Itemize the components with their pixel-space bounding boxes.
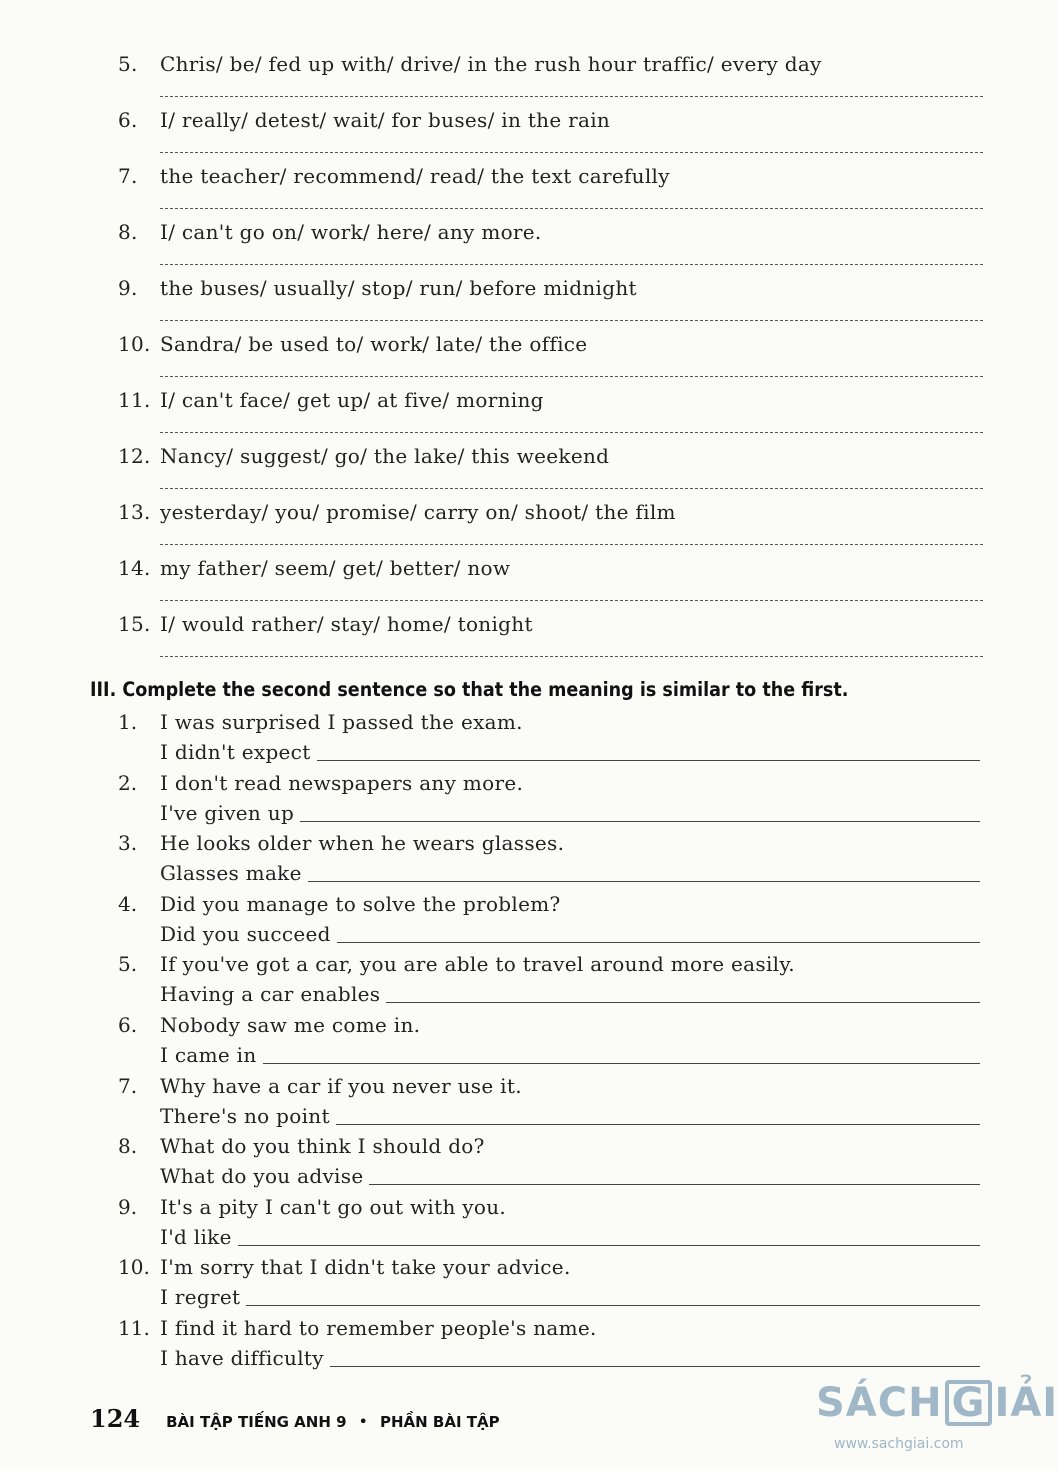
answer-line[interactable] xyxy=(246,1287,980,1306)
item-number: 6. xyxy=(118,1012,138,1037)
rewrite-item xyxy=(118,1131,980,1192)
rewrite-item xyxy=(118,1252,980,1313)
answer-line[interactable] xyxy=(160,264,983,265)
answer-line[interactable] xyxy=(160,488,983,489)
rewrite-item xyxy=(118,949,980,1010)
exercise-item xyxy=(118,380,983,436)
answer-line[interactable] xyxy=(160,152,983,153)
item-number: 9. xyxy=(118,276,138,300)
original-sentence: Did you manage to solve the problem? xyxy=(160,891,561,916)
section-2-list xyxy=(118,44,983,660)
section-label: PHẦN BÀI TẬP xyxy=(379,1413,500,1431)
item-number: 6. xyxy=(118,108,138,132)
answer-line[interactable] xyxy=(330,1348,980,1367)
original-sentence: I don't read newspapers any more. xyxy=(160,770,524,795)
rewrite-item xyxy=(118,707,980,768)
original-sentence: I find it hard to remember people's name. xyxy=(160,1315,597,1340)
answer-row xyxy=(160,861,980,885)
item-prompt: the buses/ usually/ stop/ run/ before midnight xyxy=(160,276,637,300)
original-sentence: If you've got a car, you are able to travel around more easily. xyxy=(160,952,795,977)
item-number: 11. xyxy=(118,1315,150,1340)
item-prompt: I/ really/ detest/ wait/ for buses/ in the rain xyxy=(160,108,611,132)
exercise-item xyxy=(118,156,983,212)
item-number: 9. xyxy=(118,1194,138,1219)
answer-row xyxy=(160,1285,980,1309)
original-sentence: It's a pity I can't go out with you. xyxy=(160,1194,507,1219)
answer-line[interactable] xyxy=(336,1106,980,1125)
rewrite-item xyxy=(118,889,980,950)
answer-line[interactable] xyxy=(160,432,983,433)
watermark-url: www.sachgiai.com xyxy=(834,1436,964,1452)
sentence-stem: I didn't expect xyxy=(160,740,311,764)
item-number: 2. xyxy=(118,770,138,795)
watermark-logo xyxy=(816,1380,1058,1426)
item-prompt: Nancy/ suggest/ go/ the lake/ this weekend xyxy=(160,444,610,468)
sentence-stem: Glasses make xyxy=(160,861,302,886)
watermark-brand-right: IẢI xyxy=(994,1380,1058,1426)
page-footer xyxy=(90,1404,500,1433)
rewrite-item xyxy=(118,1010,980,1071)
sentence-stem: Did you succeed xyxy=(160,921,331,946)
exercise-item xyxy=(118,268,983,324)
rewrite-item xyxy=(118,768,980,829)
rewrite-item xyxy=(118,1313,980,1374)
section-3-list xyxy=(118,707,980,1374)
answer-row xyxy=(160,1225,980,1249)
item-number: 14. xyxy=(118,556,151,580)
exercise-item xyxy=(118,548,983,604)
item-prompt: my father/ seem/ get/ better/ now xyxy=(160,556,511,580)
item-prompt: I/ can't go on/ work/ here/ any more. xyxy=(160,220,542,244)
item-prompt: I/ would rather/ stay/ home/ tonight xyxy=(160,612,533,636)
item-prompt: Chris/ be/ fed up with/ drive/ in the rush hour traffic/ every day xyxy=(160,52,822,76)
item-number: 8. xyxy=(118,220,138,244)
answer-row xyxy=(160,1043,980,1067)
exercise-item xyxy=(118,100,983,156)
original-sentence: What do you think I should do? xyxy=(160,1134,485,1159)
exercise-item xyxy=(118,492,983,548)
item-number: 7. xyxy=(118,1073,138,1098)
answer-row xyxy=(160,982,980,1006)
answer-line[interactable] xyxy=(160,656,983,657)
sentence-stem: What do you advise xyxy=(160,1164,364,1189)
answer-row xyxy=(160,801,980,825)
answer-line[interactable] xyxy=(160,600,983,601)
item-number: 7. xyxy=(118,164,138,188)
sentence-stem: There's no point xyxy=(160,1103,330,1128)
sentence-stem: I regret xyxy=(160,1285,241,1310)
item-number: 4. xyxy=(118,891,138,916)
answer-line[interactable] xyxy=(308,863,980,882)
exercise-item xyxy=(118,436,983,492)
answer-row xyxy=(160,922,980,946)
item-number: 11. xyxy=(118,388,151,412)
exercise-item xyxy=(118,604,983,660)
original-sentence: I'm sorry that I didn't take your advice. xyxy=(160,1255,571,1280)
answer-line[interactable] xyxy=(369,1166,980,1185)
section-3-heading: III. Complete the second sentence so that the meaning is similar to the first. xyxy=(90,678,849,701)
answer-line[interactable] xyxy=(160,376,983,377)
answer-row xyxy=(160,1164,980,1188)
answer-line[interactable] xyxy=(160,544,983,545)
answer-line[interactable] xyxy=(337,924,980,943)
item-prompt: I/ can't face/ get up/ at five/ morning xyxy=(160,388,544,412)
watermark xyxy=(816,1380,1058,1460)
sentence-stem: I'd like xyxy=(160,1224,232,1249)
item-number: 13. xyxy=(118,500,151,524)
page-number: 124 xyxy=(90,1404,141,1433)
original-sentence: I was surprised I passed the exam. xyxy=(160,710,523,734)
answer-line[interactable] xyxy=(238,1227,980,1246)
answer-line[interactable] xyxy=(160,320,983,321)
item-number: 10. xyxy=(118,332,151,356)
bullet-separator: • xyxy=(358,1412,368,1431)
answer-row xyxy=(160,1104,980,1128)
rewrite-item xyxy=(118,1192,980,1253)
answer-row xyxy=(160,1346,980,1370)
item-number: 8. xyxy=(118,1134,138,1159)
exercise-item xyxy=(118,212,983,268)
sentence-stem: I have difficulty xyxy=(160,1345,324,1370)
original-sentence: Why have a car if you never use it. xyxy=(160,1073,522,1098)
item-prompt: the teacher/ recommend/ read/ the text carefully xyxy=(160,164,670,188)
sentence-stem: I came in xyxy=(160,1042,257,1067)
item-number: 3. xyxy=(118,831,138,856)
exercise-item xyxy=(118,324,983,380)
answer-line[interactable] xyxy=(300,803,980,822)
sentence-stem: I've given up xyxy=(160,800,295,825)
item-prompt: yesterday/ you/ promise/ carry on/ shoot/ the film xyxy=(160,500,676,524)
exercise-item xyxy=(118,44,983,100)
original-sentence: Nobody saw me come in. xyxy=(160,1012,421,1037)
item-number: 12. xyxy=(118,444,151,468)
item-number: 10. xyxy=(118,1255,150,1280)
sentence-stem: Having a car enables xyxy=(160,982,381,1007)
answer-line[interactable] xyxy=(160,208,983,209)
answer-line[interactable] xyxy=(317,742,980,761)
answer-line[interactable] xyxy=(263,1045,980,1064)
item-number: 1. xyxy=(118,710,138,734)
watermark-brand-box: G xyxy=(945,1380,993,1426)
original-sentence: He looks older when he wears glasses. xyxy=(160,831,565,856)
answer-row xyxy=(160,740,980,764)
book-title: BÀI TẬP TIẾNG ANH 9 xyxy=(166,1413,347,1431)
watermark-brand-left: SÁCH xyxy=(816,1380,943,1426)
answer-line[interactable] xyxy=(160,96,983,97)
rewrite-item xyxy=(118,1071,980,1132)
rewrite-item xyxy=(118,828,980,889)
item-number: 5. xyxy=(118,52,138,76)
item-prompt: Sandra/ be used to/ work/ late/ the office xyxy=(160,332,588,356)
answer-line[interactable] xyxy=(386,984,980,1003)
item-number: 15. xyxy=(118,612,151,636)
item-number: 5. xyxy=(118,952,138,977)
